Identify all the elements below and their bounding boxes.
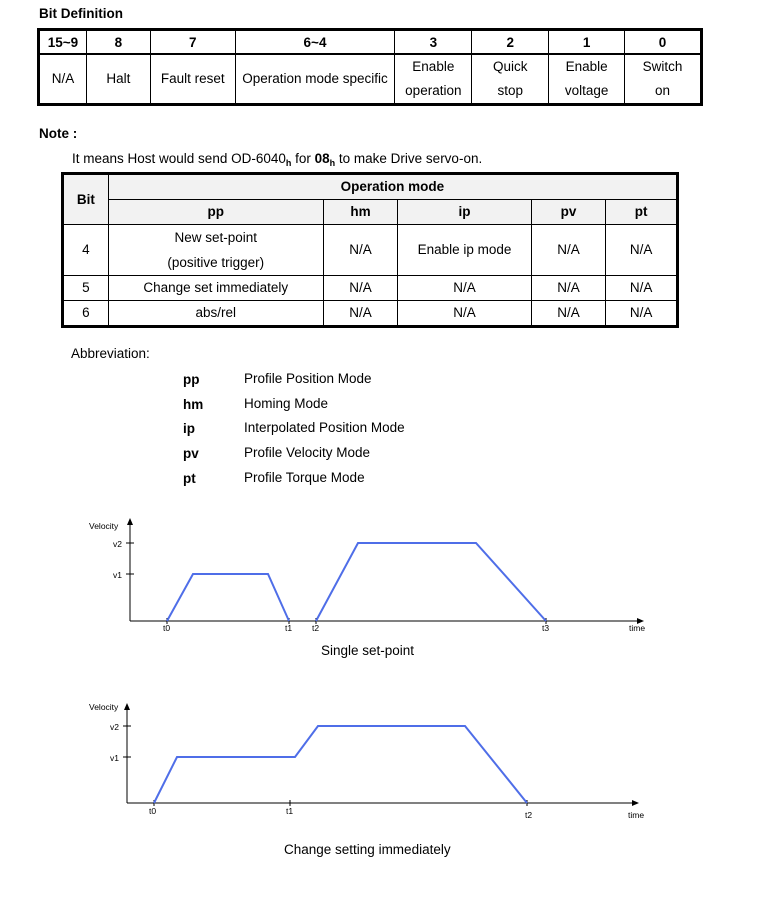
abbreviation-key: pv: [183, 446, 199, 461]
v1-label: v1: [113, 570, 122, 580]
bit-value: Operation mode specific: [235, 54, 395, 105]
bit-header: 2: [472, 30, 549, 55]
ip-cell: Enable ip mode: [398, 225, 531, 276]
mode-header: hm: [323, 200, 398, 225]
bit-value: Halt: [86, 54, 150, 105]
mode-header: ip: [398, 200, 531, 225]
t3-label: t3: [542, 623, 550, 633]
x-axis-label: time: [628, 810, 645, 820]
t0-label: t0: [163, 623, 171, 633]
v2-label: v2: [110, 722, 119, 732]
abbreviation-key: pt: [183, 471, 196, 486]
ip-cell: N/A: [398, 301, 531, 327]
single-set-point-caption: Single set-point: [321, 643, 415, 658]
pv-cell: N/A: [531, 225, 606, 276]
bit-value: Switch on: [625, 54, 702, 105]
t1-label: t1: [285, 623, 293, 633]
bit-cell: 5: [63, 276, 109, 301]
pp-cell: New set-point (positive trigger): [108, 225, 323, 276]
bit-definition-table: [37, 28, 703, 106]
abbreviation-key: ip: [183, 421, 195, 436]
abbreviation-key: hm: [183, 397, 204, 412]
abbreviation-value: Profile Velocity Mode: [244, 445, 371, 460]
bit-value: Enable voltage: [549, 54, 625, 105]
bit-header: 7: [150, 30, 235, 55]
abbreviation-value: Interpolated Position Mode: [244, 420, 405, 435]
velocity-profile-2: [316, 543, 546, 621]
bit-header: 8: [86, 30, 150, 55]
abbreviation-value: Profile Torque Mode: [244, 470, 365, 485]
hm-cell: N/A: [323, 276, 398, 301]
velocity-profile-1: [167, 574, 289, 621]
note-text: It means Host would send $OD-6040_h$ for $08_h$ to make Drive servo-on.: [72, 151, 483, 168]
abbreviation-key: pp: [183, 372, 200, 387]
single-set-point-diagram: [0, 505, 773, 665]
pt-cell: N/A: [606, 225, 678, 276]
hm-cell: N/A: [323, 301, 398, 327]
bit-column-header: Bit: [63, 174, 109, 225]
mode-header: pp: [108, 200, 323, 225]
bit-cell: 4: [63, 225, 109, 276]
operation-mode-table: [61, 172, 679, 328]
change-setting-immediately-diagram: [0, 694, 773, 829]
abbreviation-value: Profile Position Mode: [244, 371, 372, 386]
table-row: [63, 301, 678, 327]
t2-label: t2: [312, 623, 320, 633]
hm-cell: N/A: [323, 225, 398, 276]
x-axis-label: time: [629, 623, 646, 633]
abbreviation-value: Homing Mode: [244, 396, 329, 411]
mode-header: pt: [606, 200, 678, 225]
t0-label: t0: [149, 806, 157, 816]
bit-header: 3: [395, 30, 472, 55]
table-row: [63, 225, 678, 276]
bit-value: Quick stop: [472, 54, 549, 105]
bit-header: 15~9: [39, 30, 87, 55]
mode-header: pv: [531, 200, 606, 225]
y-axis-label: Velocity: [89, 521, 119, 531]
bit-value: Enable operation: [395, 54, 472, 105]
pt-cell: N/A: [606, 276, 678, 301]
table-row: [63, 276, 678, 301]
t1-label: t1: [286, 806, 294, 816]
bit-value: N/A: [39, 54, 87, 105]
pp-cell: abs/rel: [108, 301, 323, 327]
bit-header: 1: [549, 30, 625, 55]
velocity-profile: [154, 726, 527, 803]
pp-cell: Change set immediately: [108, 276, 323, 301]
pt-cell: N/A: [606, 301, 678, 327]
abbreviation-label: Abbreviation:: [71, 346, 150, 361]
ip-cell: N/A: [398, 276, 531, 301]
operation-mode-header: Operation mode: [108, 174, 677, 200]
bit-value: Fault reset: [150, 54, 235, 105]
pv-cell: N/A: [531, 276, 606, 301]
v2-label: v2: [113, 539, 122, 549]
change-setting-caption: Change setting immediately: [284, 842, 451, 857]
y-axis-label: Velocity: [89, 702, 119, 712]
bit-header: 0: [625, 30, 702, 55]
t2-label: t2: [525, 810, 533, 820]
bit-header: 6~4: [235, 30, 395, 55]
v1-label: v1: [110, 753, 119, 763]
pv-cell: N/A: [531, 301, 606, 327]
bit-cell: 6: [63, 301, 109, 327]
bit-definition-title: Bit Definition: [39, 6, 123, 21]
note-label: Note :: [39, 126, 78, 141]
